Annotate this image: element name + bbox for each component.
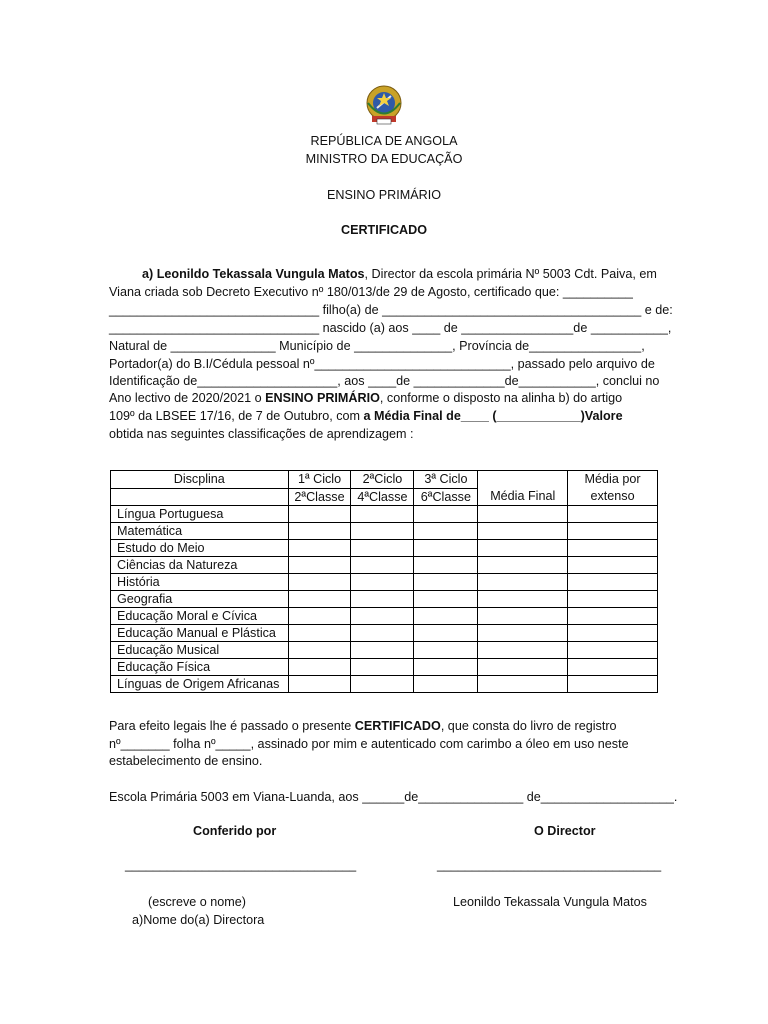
cycle1-header: 1ª Ciclo <box>288 471 351 489</box>
body-line-6: Portador(a) do B.I/Cédula pessoal nº____________________________, passado pelo arquivo de <box>109 357 655 371</box>
place-date-line: Escola Primária 5003 em Viana-Luanda, aos ______de_______________ de___________________. <box>109 790 678 804</box>
table-row: Educação Musical <box>111 642 658 659</box>
body-line-2: Viana criada sob Decreto Executivo nº 180/013/de 29 de Agosto, certificado que: __________ <box>109 285 633 299</box>
body-line-3: ______________________________ filho(a) de _____________________________________ e de: <box>109 303 673 317</box>
table-row: Ciências da Natureza <box>111 557 658 574</box>
body-line-7: Identificação de____________________, aos ____de _____________de___________, conclui no <box>109 374 660 388</box>
closing-line-3: estabelecimento de ensino. <box>109 754 263 768</box>
body-line-10: obtida nas seguintes classificações de aprendizagem : <box>109 427 414 441</box>
table-row: Educação Manual e Plástica <box>111 625 658 642</box>
discipline-header: Discplina <box>111 471 289 489</box>
body-line-1: a) Leonildo Tekassala Vungula Matos, Director da escola primária Nº 5003 Cdt. Paiva, em <box>142 267 657 281</box>
table-row: Matemática <box>111 523 658 540</box>
class6-header: 6ªClasse <box>414 488 478 506</box>
table-row: Língua Portuguesa <box>111 506 658 523</box>
angola-coat-of-arms-icon <box>359 84 409 126</box>
director-name: a) Leonildo Tekassala Vungula Matos <box>142 267 365 281</box>
table-row: Estudo do Meio <box>111 540 658 557</box>
certificate-title: CERTIFICADO <box>340 223 428 237</box>
body-line-5: Natural de _______________ Município de ______________, Província de________________, <box>109 339 645 353</box>
right-signature-line: ________________________________ <box>437 858 662 872</box>
body-line-4: ______________________________ nascido (a) aos ____ de ________________de ___________, <box>109 321 672 335</box>
director-label: O Director <box>534 824 596 838</box>
closing-line-2: nº_______ folha nº_____, assinado por mim e autenticado com carimbo a óleo em uso neste <box>109 737 629 751</box>
conferred-by-label: Conferido por <box>193 824 277 838</box>
grades-table <box>110 470 658 693</box>
final-average-header: Média Final <box>478 471 568 506</box>
class2-header: 2ªClasse <box>288 488 351 506</box>
table-row: Educação Moral e Cívica <box>111 608 658 625</box>
class4-header: 4ªClasse <box>351 488 414 506</box>
closing-line-1: Para efeito legais lhe é passado o presente CERTIFICADO, que consta do livro de registro <box>109 719 617 733</box>
education-level: ENSINO PRIMÁRIO <box>326 188 442 202</box>
table-header-row <box>111 471 658 489</box>
table-row: Línguas de Origem Africanas <box>111 676 658 693</box>
table-row: Geografia <box>111 591 658 608</box>
ministry-heading: MINISTRO DA EDUCAÇÃO <box>305 152 463 166</box>
write-name-note: (escreve o nome) <box>148 895 246 909</box>
cycle3-header: 3ª Ciclo <box>414 471 478 489</box>
table-row: Educação Física <box>111 659 658 676</box>
body-line-9: 109º da LBSEE 17/16, de 7 de Outubro, com a Média Final de____ (____________)Valore <box>109 409 623 423</box>
director-signature-name: Leonildo Tekassala Vungula Matos <box>453 895 647 909</box>
average-in-words-header: Média por extenso <box>568 471 658 506</box>
republic-heading: REPÚBLICA DE ANGOLA <box>310 134 458 148</box>
left-signature-line: _________________________________ <box>125 858 357 872</box>
discipline-subheader-empty <box>111 488 289 506</box>
body-line-8: Ano lectivo de 2020/2021 o ENSINO PRIMÁRIO, conforme o disposto na alinha b) do artigo <box>109 391 623 405</box>
table-row: História <box>111 574 658 591</box>
cycle2-header: 2ªCiclo <box>351 471 414 489</box>
director-name-note: a)Nome do(a) Directora <box>132 913 265 927</box>
